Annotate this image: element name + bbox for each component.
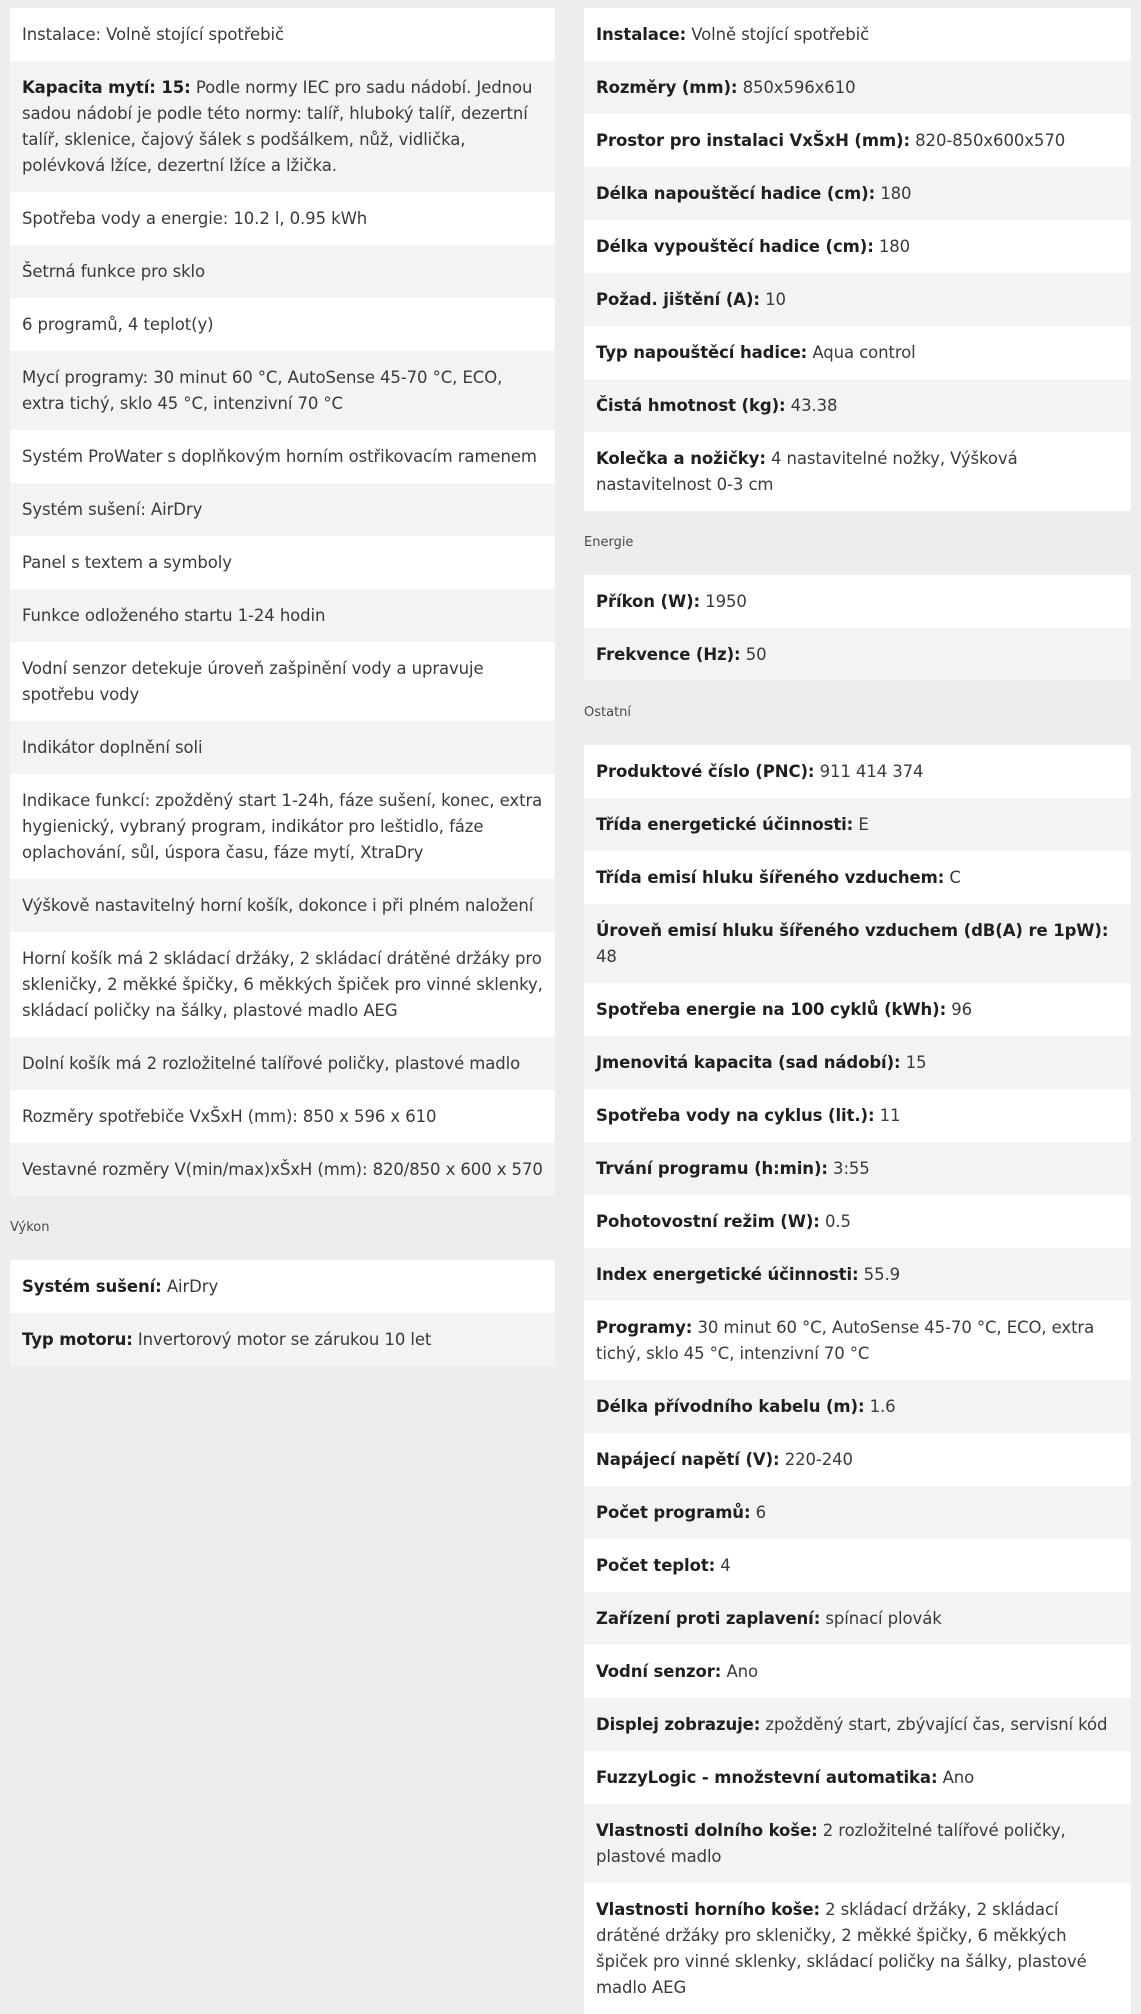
spec-value: 96	[951, 1000, 973, 1019]
spec-label: Délka vypouštěcí hadice (cm):	[596, 237, 874, 256]
spec-value: 15	[905, 1053, 927, 1072]
spec-label: Typ napouštěcí hadice:	[596, 343, 808, 362]
spec-label: Délka napouštěcí hadice (cm):	[596, 184, 876, 203]
spec-label: Prostor pro instalaci VxŠxH (mm):	[596, 131, 910, 150]
spec-label: Systém sušení:	[22, 1277, 162, 1296]
section-title-text: Výkon	[10, 1220, 50, 1235]
spec-row	[584, 61, 1131, 114]
feature-text: Rozměry spotřebiče VxŠxH (mm): 850 x 596 x 610	[22, 1107, 437, 1126]
feature-text: Systém ProWater s doplňkovým horním ostřikovacím ramenem	[22, 447, 537, 466]
feature-row	[10, 879, 555, 932]
installation-list	[584, 8, 1131, 511]
spec-row	[584, 904, 1131, 983]
features-column	[10, 8, 555, 1366]
spec-label: Vodní senzor:	[596, 1662, 722, 1681]
feature-row	[10, 245, 555, 298]
spec-row	[10, 1313, 555, 1366]
spec-label: Počet programů:	[596, 1503, 751, 1522]
spec-row	[584, 8, 1131, 61]
spec-row	[584, 167, 1131, 220]
spec-value: Aqua control	[812, 343, 916, 362]
spec-row	[584, 326, 1131, 379]
spec-row	[584, 1248, 1131, 1301]
spec-value: 850x596x610	[742, 78, 856, 97]
spec-label: Úroveň emisí hluku šířeného vzduchem (dB(A) re 1pW):	[596, 921, 1109, 940]
spec-row	[584, 1089, 1131, 1142]
spec-label: Frekvence (Hz):	[596, 645, 741, 664]
spec-value: 48	[596, 947, 617, 966]
spec-value: Invertorový motor se zárukou 10 let	[137, 1330, 432, 1349]
feature-text: Vestavné rozměry V(min/max)xŠxH (mm): 820/850 x 600 x 570	[22, 1160, 543, 1179]
spec-value: Ano	[942, 1768, 975, 1787]
spec-value: 11	[879, 1106, 901, 1125]
features-list	[10, 8, 555, 1196]
spec-value: zpožděný start, zbývající čas, servisní kód	[765, 1715, 1108, 1734]
feature-row	[10, 774, 555, 879]
spec-row	[584, 1883, 1131, 2014]
feature-text: Výškově nastavitelný horní košík, dokonce i při plném naložení	[22, 896, 534, 915]
spec-value: AirDry	[166, 1277, 219, 1296]
spec-label: Spotřeba energie na 100 cyklů (kWh):	[596, 1000, 947, 1019]
spec-label: Vlastnosti dolního koše:	[596, 1821, 818, 1840]
feature-text: Horní košík má 2 skládací držáky, 2 skládací drátěné držáky pro skleničky, 2 měkké špičky, 6 měkkých špiček pro vinné sklenky, skládací poličky na šálky, plastové madlo AEG	[22, 949, 543, 1020]
spec-label: Napájecí napětí (V):	[596, 1450, 780, 1469]
feature-text: Dolní košík má 2 rozložitelné talířové poličky, plastové madlo	[22, 1054, 521, 1073]
spec-row	[584, 1486, 1131, 1539]
spec-label: Vlastnosti horního koše:	[596, 1900, 820, 1919]
feature-text: Panel s textem a symboly	[22, 553, 232, 572]
spec-label: Počet teplot:	[596, 1556, 716, 1575]
spec-row	[584, 575, 1131, 628]
feature-row	[10, 192, 555, 245]
spec-row	[584, 114, 1131, 167]
spec-value: 6	[755, 1503, 766, 1522]
spec-value: 2 skládací držáky, 2 skládací drátěné držáky pro skleničky, 2 měkké špičky, 6 měkkých špiček pro vinné sklenky, skládací poličky na šálky, plastové madlo AEG	[596, 1900, 1087, 1997]
feature-row	[10, 298, 555, 351]
spec-label: Jmenovitá kapacita (sad nádobí):	[596, 1053, 901, 1072]
spec-value: 43.38	[790, 396, 838, 415]
spec-value: 50	[745, 645, 767, 664]
spec-value: 2 rozložitelné talířové poličky, plastové madlo	[596, 1821, 1066, 1866]
section-title-text: Energie	[584, 535, 634, 550]
feature-row	[10, 1143, 555, 1196]
feature-text: Spotřeba vody a energie: 10.2 l, 0.95 kWh	[22, 209, 368, 228]
spec-row	[584, 798, 1131, 851]
spec-row	[584, 1433, 1131, 1486]
spec-label: Pohotovostní režim (W):	[596, 1212, 820, 1231]
feature-row-capacity	[10, 61, 555, 192]
spec-value: 1.6	[869, 1397, 896, 1416]
spec-value: 820-850x600x570	[915, 131, 1066, 150]
spec-value: 220-240	[784, 1450, 853, 1469]
feature-text: Instalace: Volně stojící spotřebič	[22, 25, 284, 44]
feature-row	[10, 1037, 555, 1090]
specs-column	[584, 8, 1131, 2014]
spec-row	[584, 1539, 1131, 1592]
spec-row	[584, 1751, 1131, 1804]
spec-label: Spotřeba vody na cyklus (lit.):	[596, 1106, 875, 1125]
spec-row	[584, 983, 1131, 1036]
spec-value: 4	[720, 1556, 731, 1575]
spec-value: Ano	[726, 1662, 758, 1681]
spec-value: spínací plovák	[825, 1609, 942, 1628]
spec-label: Instalace:	[596, 25, 687, 44]
spec-row	[584, 273, 1131, 326]
section-title-energie	[584, 511, 1131, 575]
vykon-list	[10, 1260, 555, 1366]
spec-label: Trvání programu (h:min):	[596, 1159, 828, 1178]
spec-row	[584, 1592, 1131, 1645]
spec-value: E	[858, 815, 869, 834]
spec-row	[584, 379, 1131, 432]
spec-row	[584, 1645, 1131, 1698]
spec-value: 1950	[705, 592, 747, 611]
feature-row	[10, 483, 555, 536]
feature-row	[10, 536, 555, 589]
spec-label: Zařízení proti zaplavení:	[596, 1609, 821, 1628]
spec-value: 3:55	[833, 1159, 870, 1178]
spec-value: 55.9	[863, 1265, 901, 1284]
section-title-vykon	[10, 1196, 555, 1260]
feature-row	[10, 589, 555, 642]
feature-row	[10, 721, 555, 774]
feature-text: 6 programů, 4 teplot(y)	[22, 315, 214, 334]
feature-text: Indikace funkcí: zpožděný start 1-24h, fáze sušení, konec, extra hygienický, vybraný program, indikátor pro leštidlo, fáze oplachování, sůl, úspora času, fáze mytí, XtraDry	[22, 791, 543, 862]
spec-row	[584, 1301, 1131, 1380]
feature-row	[10, 351, 555, 430]
spec-row	[584, 1380, 1131, 1433]
section-title-ostatni	[584, 681, 1131, 745]
feature-text: Indikátor doplnění soli	[22, 738, 203, 757]
section-title-text: Ostatní	[584, 705, 632, 720]
spec-label: Programy:	[596, 1318, 693, 1337]
spec-value: 4 nastavitelné nožky, Výšková nastavitelnost 0-3 cm	[596, 449, 1018, 494]
spec-row	[584, 1698, 1131, 1751]
feature-text: Systém sušení: AirDry	[22, 500, 203, 519]
spec-value: 0.5	[824, 1212, 851, 1231]
spec-label: Třída emisí hluku šířeného vzduchem:	[596, 868, 945, 887]
spec-row	[584, 851, 1131, 904]
spec-row	[584, 220, 1131, 273]
spec-label: Produktové číslo (PNC):	[596, 762, 815, 781]
spec-label: Čistá hmotnost (kg):	[596, 396, 786, 415]
spec-value: 911 414 374	[819, 762, 924, 781]
spec-value: 10	[765, 290, 786, 309]
spec-row	[584, 1195, 1131, 1248]
spec-label: Třída energetické účinnosti:	[596, 815, 854, 834]
feature-row	[10, 8, 555, 61]
feature-row	[10, 932, 555, 1037]
spec-value: Volně stojící spotřebič	[691, 25, 870, 44]
spec-label: Typ motoru:	[22, 1330, 133, 1349]
spec-label: Rozměry (mm):	[596, 78, 738, 97]
spec-row	[584, 432, 1131, 511]
spec-label: Index energetické účinnosti:	[596, 1265, 859, 1284]
ostatni-list	[584, 745, 1131, 2014]
spec-row	[584, 628, 1131, 681]
spec-value: 180	[878, 237, 911, 256]
feature-text: Funkce odloženého startu 1-24 hodin	[22, 606, 326, 625]
spec-row	[584, 745, 1131, 798]
spec-value: C	[949, 868, 961, 887]
spec-value: 180	[880, 184, 912, 203]
spec-row	[10, 1260, 555, 1313]
spec-label: Displej zobrazuje:	[596, 1715, 761, 1734]
feature-text: Vodní senzor detekuje úroveň zašpinění vody a upravuje spotřebu vody	[22, 659, 484, 704]
spec-row	[584, 1142, 1131, 1195]
spec-row	[584, 1036, 1131, 1089]
spec-label: Délka přívodního kabelu (m):	[596, 1397, 865, 1416]
spec-label: Kolečka a nožičky:	[596, 449, 766, 468]
spec-label: Požad. jištění (A):	[596, 290, 760, 309]
spec-label: FuzzyLogic - množstevní automatika:	[596, 1768, 938, 1787]
feature-text: Šetrná funkce pro sklo	[22, 262, 206, 281]
spec-row	[584, 1804, 1131, 1883]
spec-value: 30 minut 60 °C, AutoSense 45-70 °C, ECO, extra tichý, sklo 45 °C, intenzivní 70 °C	[596, 1318, 1095, 1363]
feature-row	[10, 430, 555, 483]
feature-label: Kapacita mytí: 15:	[22, 78, 191, 97]
feature-text: Mycí programy: 30 minut 60 °C, AutoSense 45-70 °C, ECO, extra tichý, sklo 45 °C, intenzivní 70 °C	[22, 368, 503, 413]
feature-row	[10, 642, 555, 721]
feature-row	[10, 1090, 555, 1143]
feature-value: Podle normy IEC pro sadu nádobí. Jednou sadou nádobí je podle této normy: talíř, hluboký talíř, dezertní talíř, sklenice, čajový šálek s podšálkem, nůž, vidlička, polévková lžíce, dezertní lžíce a lžička.	[22, 78, 533, 175]
spec-label: Příkon (W):	[596, 592, 701, 611]
energie-list	[584, 575, 1131, 681]
